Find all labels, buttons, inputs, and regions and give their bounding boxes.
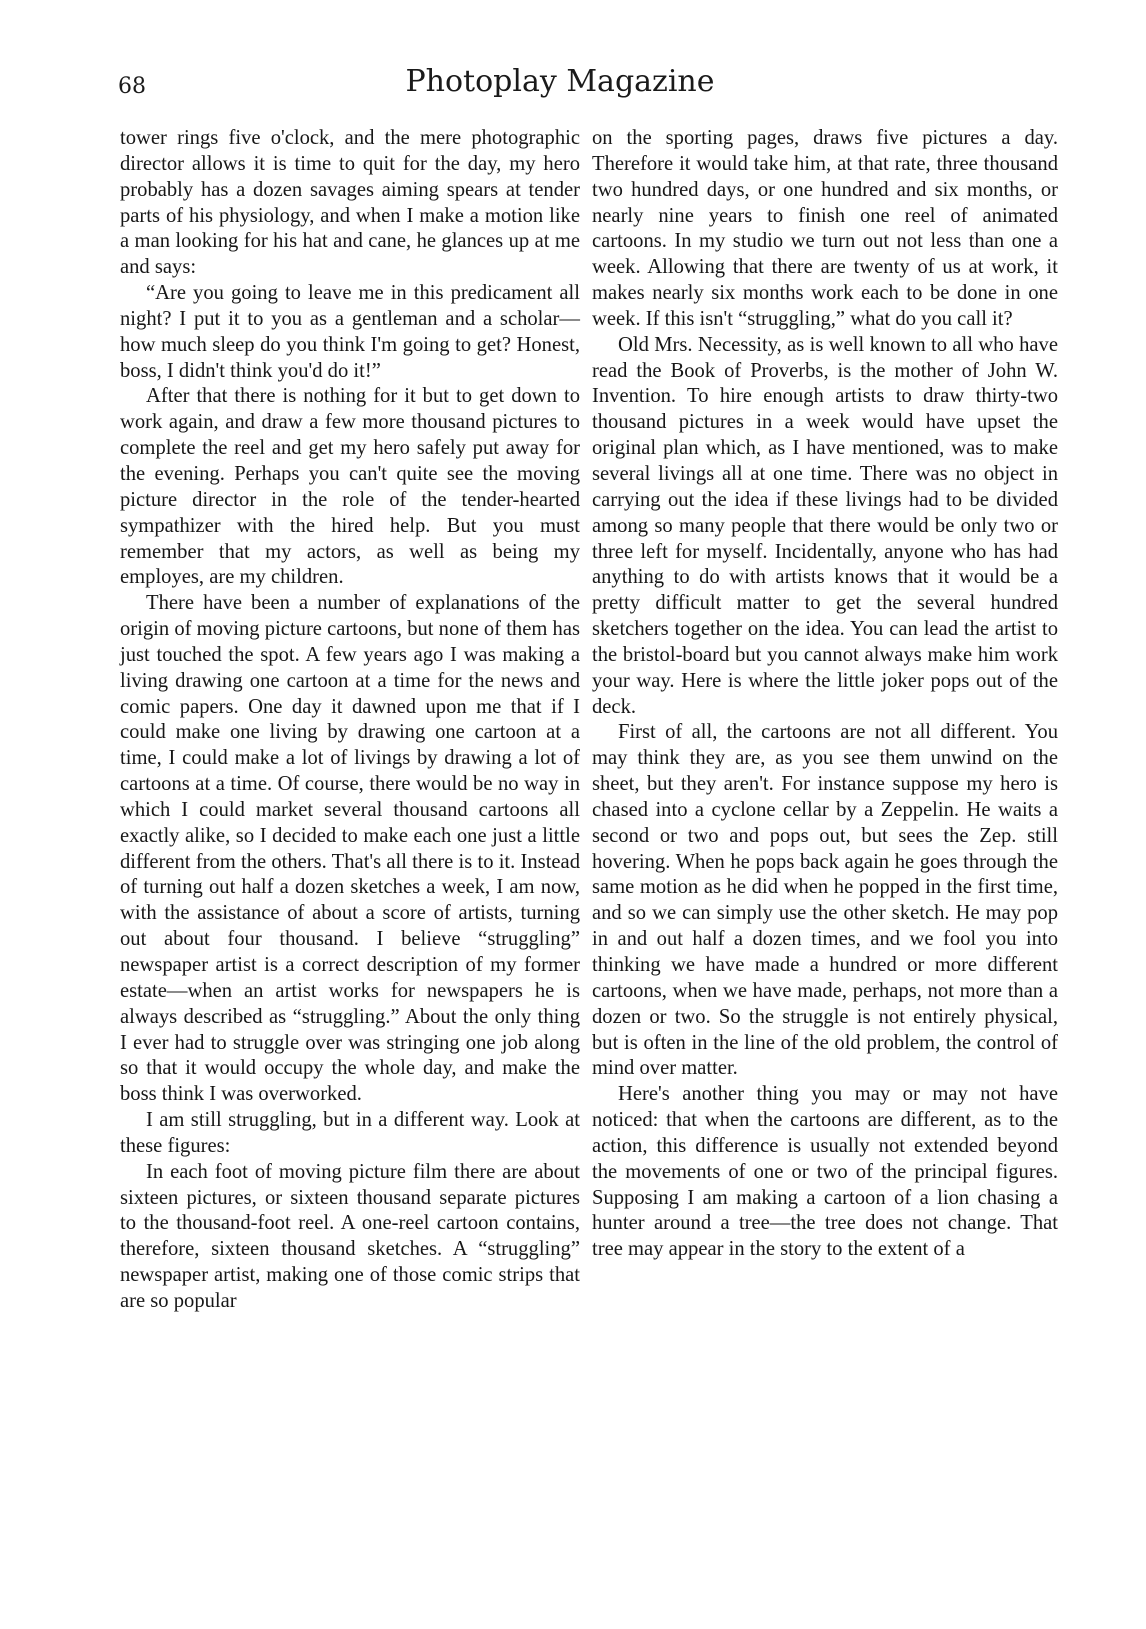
paragraph: After that there is nothing for it but to get down to work again, and draw a few more thousand pictures to complete the reel and get my hero safely put away for the evening. Perhaps you can't quite see the moving picture director in the role of the tender-hearted sympathizer with the hired help. But you must remember that my actors, as well as being my employes, are my children.: [120, 385, 580, 589]
left-column: [120, 126, 580, 1315]
paragraph: Here's another thing you may or may not have noticed: that when the cartoons are different, as to the action, this difference is usually not extended beyond the movements of one or two of the principal figures. Supposing I am making a cartoon of a lion chasing a hunter around a tree—the tree does not change. That tree may appear in the story to the extent of a: [592, 1083, 1058, 1261]
paragraph: tower rings five o'clock, and the mere photographic director allows it is time to quit for the day, my hero probably has a dozen savages aiming spears at tender parts of his physiology, and when I make a motion like a man looking for his hat and cane, he glances up at me and says:: [120, 127, 580, 279]
paragraph: “Are you going to leave me in this predicament all night? I put it to you as a gentleman and a scholar—how much sleep do you think I'm going to get? Honest, boss, I didn't think you'd do it!”: [120, 282, 580, 382]
paragraph: on the sporting pages, draws five pictures a day. Therefore it would take him, at that rate, three thousand two hundred days, or one hundred and six months, or nearly nine years to finish one reel of animated cartoons. In my studio we turn out not less than one a week. Allowing that there are twenty of us at work, it makes nearly six months work each to be done in one week. If this isn't “struggling,” what do you call it?: [592, 127, 1058, 330]
paragraph: First of all, the cartoons are not all different. You may think they are, as you see them unwind on the sheet, but they aren't. For instance suppose my hero is chased into a cyclone cellar by a Zeppelin. He waits a second or two and pops out, but sees the Zep. still hovering. When he pops back again he goes through the same motion as he did when he popped in the first time, and so we can simply use the other sketch. He may pop in and out half a dozen times, and we fool you into thinking we have made a hundred or more different cartoons, when we have made, perhaps, not more than a dozen or two. So the struggle is not entirely physical, but is often in the line of the old problem, the control of mind over matter.: [592, 721, 1058, 1080]
paragraph: In each foot of moving picture film there are about sixteen pictures, or sixteen thousand separate pictures to the thousand-foot reel. A one-reel cartoon contains, therefore, sixteen thousand sketches. A “struggling” newspaper artist, making one of those comic strips that are so popular: [120, 1160, 580, 1312]
paragraph: There have been a number of explanations of the origin of moving picture cartoons, but none of them has just touched the spot. A few years ago I was making a living drawing one cartoon at a time for the news and comic papers. One day it dawned upon me that if I could make one living by drawing one cartoon at a time, I could make a lot of livings by drawing a lot of cartoons at a time. Of course, there would be no way in which I could market several thousand cartoons all exactly alike, so I decided to make each one just a little different from the others. That's all there is to it. Instead of turning out half a dozen sketches a week, I am now, with the assistance of about a score of artists, turning out about four thousand. I believe “struggling” newspaper artist is a correct description of my former estate—when an artist works for newspapers he is always described as “struggling.” About the only thing I ever had to struggle over was stringing one job along so that it would occupy the whole day, and make the boss think I was overworked.: [120, 592, 580, 1106]
right-column: [592, 126, 1058, 1263]
page-number: 68: [118, 74, 146, 99]
paragraph: I am still struggling, but in a different way. Look at these figures:: [120, 1109, 580, 1157]
running-head: Photoplay Magazine: [405, 64, 715, 99]
paragraph: Old Mrs. Necessity, as is well known to all who have read the Book of Proverbs, is the mother of John W. Invention. To hire enough artists to draw thirty-two thousand pictures in a week would have upset the original plan which, as I have mentioned, was to make several livings all at one time. There was no object in carrying out the idea if these livings had to be divided among so many people that there would be only two or three left for myself. Incidentally, anyone who has had anything to do with artists knows that it would be a pretty difficult matter to get the several hundred sketchers together on the idea. You can lead the artist to the bristol-board but you cannot always make him work your way. Here is where the little joker pops out of the deck.: [592, 333, 1058, 718]
